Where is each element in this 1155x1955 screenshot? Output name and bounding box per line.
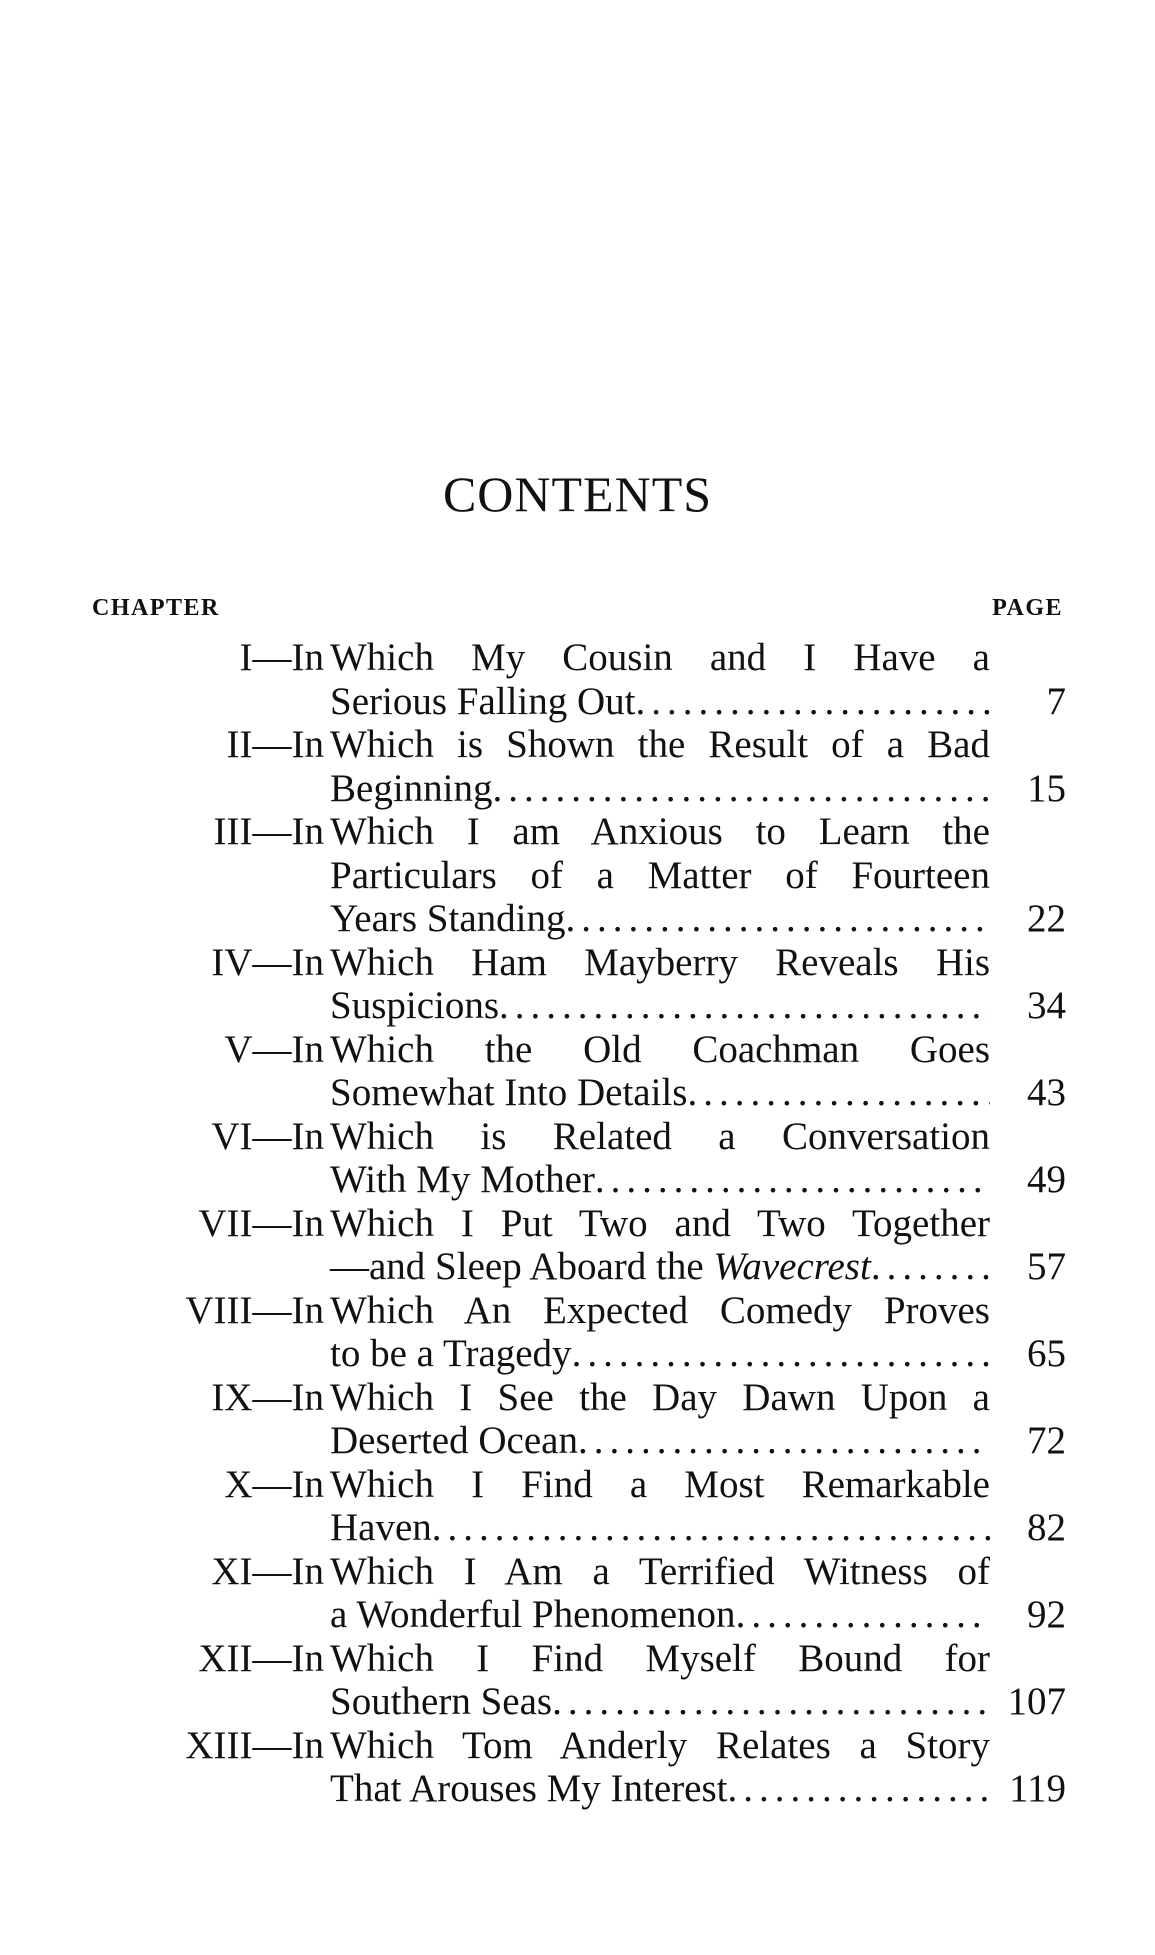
leader-dots — [736, 1593, 990, 1637]
chapter-title — [330, 1115, 990, 1202]
chapter-number: V—In — [224, 1027, 324, 1071]
chapter-column-label: CHAPTER — [92, 595, 220, 621]
chapter-title — [330, 1376, 990, 1463]
page-number: 119 — [1008, 1767, 1066, 1810]
chapter-title-last-line: Deserted Ocean ..... — [330, 1419, 990, 1463]
leader-dots — [572, 1332, 990, 1376]
chapter-title-line: Which is Shown the Result of a Bad — [330, 723, 990, 766]
page-number: 49 — [1027, 1158, 1066, 1201]
chapter-number: XIII—In — [185, 1723, 324, 1767]
chapter-title-line: Particulars of a Matter of Fourteen — [330, 853, 990, 897]
toc-entry — [0, 1376, 1155, 1463]
chapter-title-last-line: —and Sleep Aboard the Wavecrest ..... — [330, 1245, 990, 1289]
page-number: 107 — [1007, 1680, 1066, 1723]
page-number: 7 — [1046, 679, 1066, 723]
chapter-title-line: Which Tom Anderly Relates a Story — [330, 1723, 990, 1767]
chapter-title-last-line: With My Mother ..... — [330, 1158, 990, 1202]
leader-dots — [687, 1071, 990, 1115]
chapter-title — [330, 810, 990, 941]
chapter-number: XII—In — [198, 1636, 324, 1680]
chapter-title — [330, 723, 990, 810]
chapter-number: X—In — [224, 1462, 324, 1506]
chapter-number: IV—In — [211, 940, 324, 984]
leader-dots — [871, 1245, 990, 1289]
leader-dots — [499, 984, 990, 1028]
chapter-title-line: Which Ham Mayberry Reveals His — [330, 940, 990, 984]
chapter-title-line: Which I Find Myself Bound for — [330, 1636, 990, 1680]
leader-dots — [565, 897, 990, 941]
chapter-number: VII—In — [198, 1201, 324, 1245]
chapter-title-line: Which is Related a Conversation — [330, 1114, 990, 1158]
page-title: CONTENTS — [442, 466, 713, 522]
page-number: 72 — [1027, 1419, 1066, 1462]
toc-entry — [0, 1289, 1155, 1376]
chapter-title-last-line: Serious Falling Out ..... — [330, 680, 990, 724]
page-number: 82 — [1027, 1506, 1066, 1549]
page-column-label: PAGE — [992, 595, 1063, 621]
toc-entry — [0, 1463, 1155, 1550]
toc-list — [0, 636, 1155, 1811]
chapter-title-line: Which I See the Day Dawn Upon a — [330, 1375, 990, 1419]
toc-entry — [0, 1637, 1155, 1724]
chapter-title-last-line: Somewhat Into Details ..... — [330, 1071, 990, 1115]
toc-entry — [0, 941, 1155, 1028]
chapter-title — [330, 1550, 990, 1637]
toc-entry — [0, 1028, 1155, 1115]
toc-entry — [0, 1115, 1155, 1202]
chapter-title-line: Which I am Anxious to Learn the — [330, 810, 990, 853]
page-number: 34 — [1027, 984, 1066, 1027]
chapter-number: II—In — [226, 723, 324, 766]
chapter-title — [330, 1028, 990, 1115]
leader-dots — [552, 1680, 990, 1724]
page-number: 57 — [1027, 1245, 1066, 1288]
leader-dots — [578, 1419, 990, 1463]
chapter-title-last-line: Suspicions ..... — [330, 984, 990, 1028]
chapter-title-line: Which An Expected Comedy Proves — [330, 1288, 990, 1332]
chapter-title — [330, 1724, 990, 1811]
toc-entry — [0, 1724, 1155, 1811]
chapter-number: I—In — [239, 636, 324, 679]
chapter-title-line: Which I Am a Terrified Witness of — [330, 1549, 990, 1593]
chapter-number: XI—In — [211, 1549, 324, 1593]
toc-entry — [0, 1202, 1155, 1289]
leader-dots — [636, 680, 990, 724]
chapter-title — [330, 1637, 990, 1724]
toc-entry — [0, 810, 1155, 941]
chapter-title — [330, 636, 990, 723]
leader-dots — [493, 767, 991, 811]
chapter-title-last-line: Southern Seas ..... — [330, 1680, 990, 1724]
toc-entry — [0, 636, 1155, 723]
leader-dots — [432, 1506, 990, 1550]
leader-dots — [595, 1158, 990, 1202]
chapter-title-last-line: Haven ..... — [330, 1506, 990, 1550]
chapter-title-last-line: Years Standing ..... — [330, 897, 990, 941]
chapter-title-line: Which the Old Coachman Goes — [330, 1027, 990, 1071]
toc-entry — [0, 723, 1155, 810]
page-number: 65 — [1027, 1332, 1066, 1375]
toc-entry — [0, 1550, 1155, 1637]
chapter-title-last-line: Beginning ..... — [330, 767, 990, 811]
page-number: 22 — [1027, 897, 1066, 940]
page-number: 15 — [1027, 766, 1066, 810]
chapter-number: VIII—In — [185, 1288, 324, 1332]
chapter-title-line: Which My Cousin and I Have a — [330, 636, 990, 679]
chapter-number: VI—In — [211, 1114, 324, 1158]
chapter-number: IX—In — [211, 1375, 324, 1419]
chapter-title — [330, 1289, 990, 1376]
chapter-title — [330, 941, 990, 1028]
chapter-title-last-line: a Wonderful Phenomenon ..... — [330, 1593, 990, 1637]
chapter-title-line: Which I Put Two and Two Together — [330, 1201, 990, 1245]
ship-name: Wavecrest — [713, 1245, 871, 1288]
chapter-title — [330, 1463, 990, 1550]
page-number: 43 — [1027, 1071, 1066, 1114]
chapter-title-line: Which I Find a Most Remarkable — [330, 1462, 990, 1506]
chapter-number: III—In — [213, 810, 324, 853]
page-number: 92 — [1027, 1593, 1066, 1636]
leader-dots — [728, 1767, 990, 1811]
chapter-title-last-line: to be a Tragedy ..... — [330, 1332, 990, 1376]
chapter-title — [330, 1202, 990, 1289]
chapter-title-last-line: That Arouses My Interest ..... — [330, 1767, 990, 1811]
